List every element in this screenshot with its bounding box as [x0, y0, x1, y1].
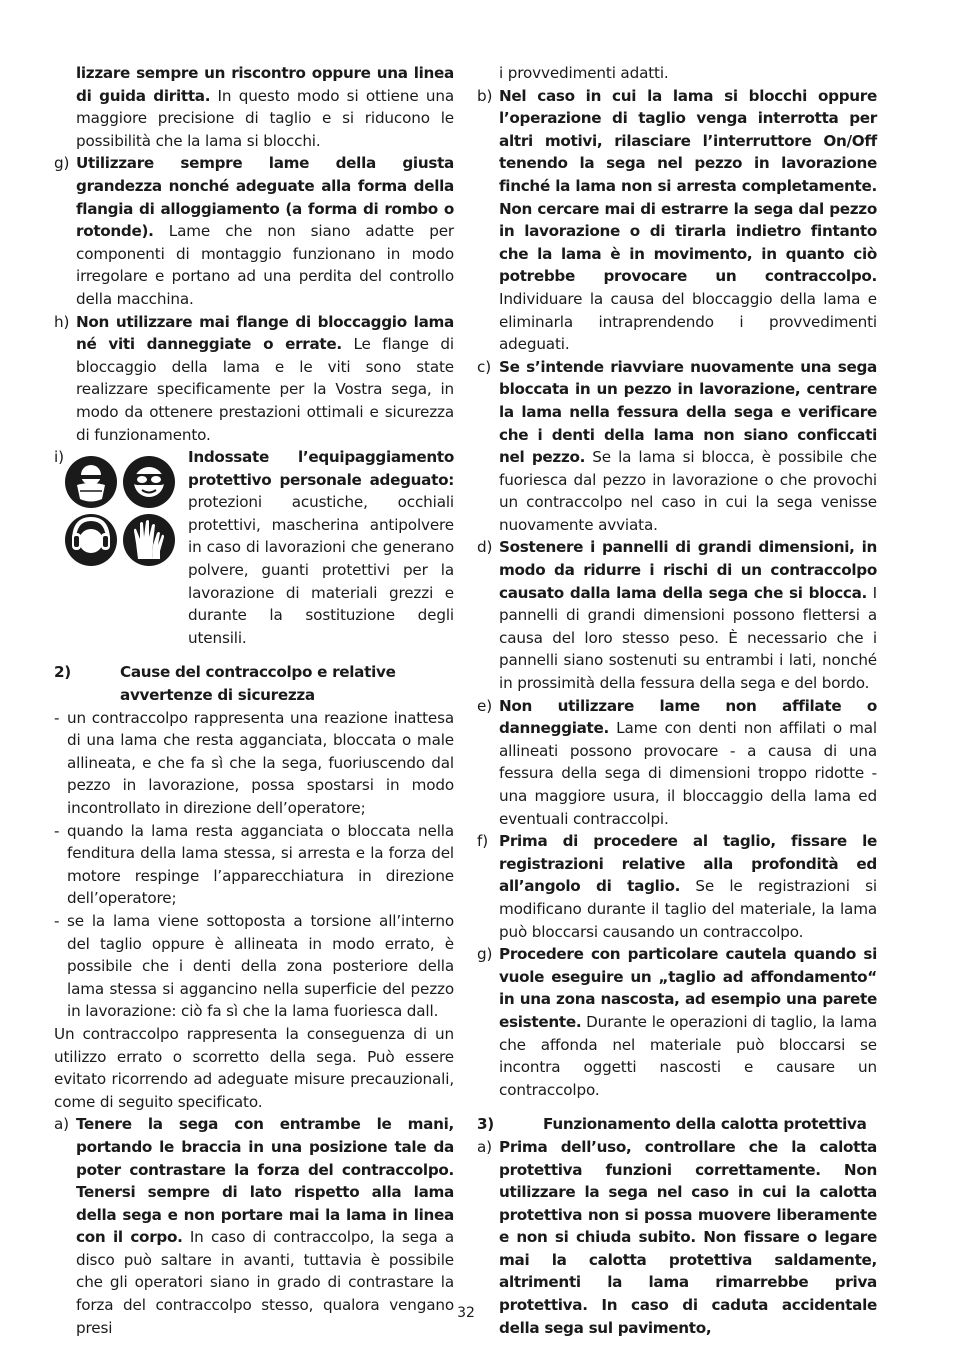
section-heading-2: [54, 661, 454, 706]
item-text: Se la lama si blocca, è possibile che fuoriesca dal pezzo in lavorazione o che provochi un contraccolpo nel caso in cui la sega venisse nuovamente avviata.: [499, 448, 877, 534]
intro-text: In questo modo si ottiene una maggiore precisione di taglio e si riducono le possibilità che la lama si blocchi.: [76, 86, 454, 150]
item-bold-text: Non utilizzare mai flange di bloccaggio lama né viti danneggiate o errate.: [76, 312, 454, 354]
intro-bold-text: lizzare sempre un riscontro oppure una linea di guida diritta.: [76, 64, 454, 105]
item-label: a): [54, 1115, 69, 1134]
dash-mark: -: [54, 911, 60, 930]
item-text: Lame con denti non affilati o mal allineati possono provocare - a causa di una fessura della sega di dimensioni troppo ridotte - una maggiore usura, il bloccaggio della lama ed eventuali contraccolpi.: [499, 719, 877, 828]
item-label: h): [54, 312, 70, 331]
left-item-i: [54, 446, 454, 649]
section-number: 3): [477, 1115, 494, 1134]
item-label: e): [477, 696, 492, 715]
item-label: a): [477, 1137, 492, 1156]
item-bold-text: Prima di procedere al taglio, fissare le registrazioni relative alla profondità ed all’angolo di taglio.: [499, 832, 877, 896]
item-bold-text: Indossate l’equipaggiamento protettivo personale adeguato:: [188, 448, 454, 489]
left-column: [54, 62, 454, 1339]
dash-item: [54, 707, 454, 820]
ppe-icon-grid: [64, 455, 178, 569]
item-label: g): [477, 945, 493, 964]
kickback-paragraph: Un contraccolpo rappresenta la conseguenza di un utilizzo errato o scorretto della sega. Può essere evitato ricorrendo ad adeguate misure precauzionali, come di seguito specificato.: [54, 1024, 454, 1111]
item-bold-text: Non utilizzare lame non affilate o danneggiate.: [499, 696, 877, 738]
right-column: [477, 62, 877, 1339]
dash-text: un contraccolpo rappresenta una reazione inattesa di una lama che resta agganciata, bloccata o male allineata, e che fa sì che la sega, fuoriuscendo dal pezzo in lavorazione, possa spostarsi in modo incontrollato in direzione dell’operatore;: [67, 708, 454, 817]
item-text: Individuare la causa del bloccaggio della lama e eliminarla intraprendendo i provvedimenti adeguati.: [499, 289, 877, 354]
right-item-d: [477, 536, 877, 694]
section-number: 2): [54, 663, 71, 682]
continuation-text: i provvedimenti adatti.: [499, 64, 669, 82]
item-bold-text: Procedere con particolare cautela quando si vuole eseguire un „taglio ad affondamento“ in una zona nascosta, ad esempio una parete esistente.: [499, 945, 877, 1031]
item-text: protezioni acustiche, occhiali protettivi, mascherina antipolvere in caso di lavorazioni che generano polvere, guanti protettivi per la lavorazione di materiali grezzi e durante la sostituzione degli utensili.: [188, 493, 454, 647]
item-bold-text: Se s’intende riavviare nuovamente una sega bloccata in un pezzo in lavorazione, centrare la lama nella fessura della sega e verificare che i denti della lama non siano conficcati nel pezzo.: [499, 357, 877, 467]
item-label: b): [477, 86, 493, 105]
item-bold-text: Prima dell’uso, controllare che la calotta protettiva funzioni correttamente. Non utilizzare la sega nel caso in cui la calotta protettiva non si possa muovere liberamente e non si chiuda subito. Non fissare o legare mai la calotta protettiva saldamente, altrimenti la lama rimarrebbe priva protettiva. In caso di caduta accidentale della sega sul pavimento,: [499, 1137, 877, 1337]
right-item-g: [477, 943, 877, 1101]
item-text: Durante le operazioni di taglio, la lama che affonda nel materiale può bloccarsi se incontra oggetti nascosti e causare un contraccolpo.: [499, 1012, 877, 1099]
right-item-f: [477, 830, 877, 943]
page-number: 32: [457, 1305, 475, 1321]
item-bold-text: Nel caso in cui la lama si blocchi oppure l’operazione di taglio venga interrotta per altri motivi, rilasciare l’interruttore On/Off tenendo la sega nel pezzo in lavorazione finché la lama non si arresta completamente. Non cercare mai di estrarre la sega dal pezzo in lavorazione o di tirarla indietro fintanto che la lama è in movimento, in quanto ciò potrebbe provocare un contraccolpo.: [499, 86, 877, 286]
safety-goggles-icon: [123, 456, 175, 508]
item-label: i): [54, 448, 64, 467]
item-bold-text: Sostenere i pannelli di grandi dimensioni, in modo da ridurre i rischi di un contraccolpo causato dalla lama della sega che si blocca.: [499, 538, 877, 602]
item-text: Lame che non siano adatte per componenti di montaggio funzionano in modo irregolare e portano ad una perdita del controllo della macchina.: [76, 222, 454, 308]
item-text: Le flange di bloccaggio della lama e le viti sono state realizzare specificamente per la Vostra sega, in modo da ottenere prestazioni ottimali e sicurezza di funzionamento.: [76, 335, 454, 444]
dash-text: se la lama viene sottoposta a torsione all’interno del taglio oppure è allineata in modo errato, è possibile che i denti della zona posteriore della lama stessa si aggancino nella superficie del pezzo in lavorazione: ciò fa sì che la lama fuoriesca dall.: [67, 911, 454, 1021]
protective-gloves-icon: [123, 514, 175, 566]
item-bold-text: Utilizzare sempre lame della giusta grandezza nonché adeguate alla forma della flangia di alloggiamento (a forma di rombo o rotonde).: [76, 154, 454, 241]
section-heading-3: [477, 1113, 877, 1136]
section-title: Funzionamento della calotta protettiva: [543, 1115, 867, 1134]
right-item-c: [477, 356, 877, 537]
dust-mask-icon: [65, 456, 117, 508]
dash-text: quando la lama resta agganciata o bloccata nella fenditura della lama stessa, si arresta e la forza del motore respinge l’apparecchiatura in direzione dell’operatore;: [67, 821, 454, 908]
item-text: Se le registrazioni si modificano durante il taglio del materiale, la lama può bloccarsi causando un contraccolpo.: [499, 877, 877, 941]
right-item-b: [477, 85, 877, 356]
dash-item: [54, 820, 454, 910]
section-title: Cause del contraccolpo e relative avvertenze di sicurezza: [120, 663, 396, 705]
ear-protection-icon: [65, 514, 117, 566]
item-bold-text: Tenere la sega con entrambe le mani, portando le braccia in una posizione tale da poter contrastare la forza del contraccolpo. Tenersi sempre di lato rispetto alla lama della sega e non portare mai la lama in linea con il corpo.: [76, 1115, 454, 1247]
item-label: f): [477, 832, 488, 851]
dash-item: [54, 910, 454, 1023]
item-label: c): [477, 357, 491, 376]
item-text: I pannelli di grandi dimensioni possono flettersi a causa del loro stesso peso. È necessario che i pannelli siano sostenuti su entrambi i lati, nonché in prossimità della fessura della sega e del bordo.: [499, 583, 877, 693]
right-item-e: [477, 695, 877, 831]
left-item-h: [54, 311, 454, 447]
item-text: In caso di contraccolpo, la sega a disco può saltare in avanti, tuttavia è possibile che gli operatori siano in grado di contrastare la forza del contraccolpo stesso, qualora vengano presi: [76, 1228, 454, 1337]
item-label: d): [477, 538, 493, 557]
left-item-g: [54, 152, 454, 310]
dash-mark: -: [54, 708, 60, 727]
intro-paragraph: [54, 62, 454, 152]
item-label: g): [54, 154, 70, 173]
dash-mark: -: [54, 821, 60, 840]
